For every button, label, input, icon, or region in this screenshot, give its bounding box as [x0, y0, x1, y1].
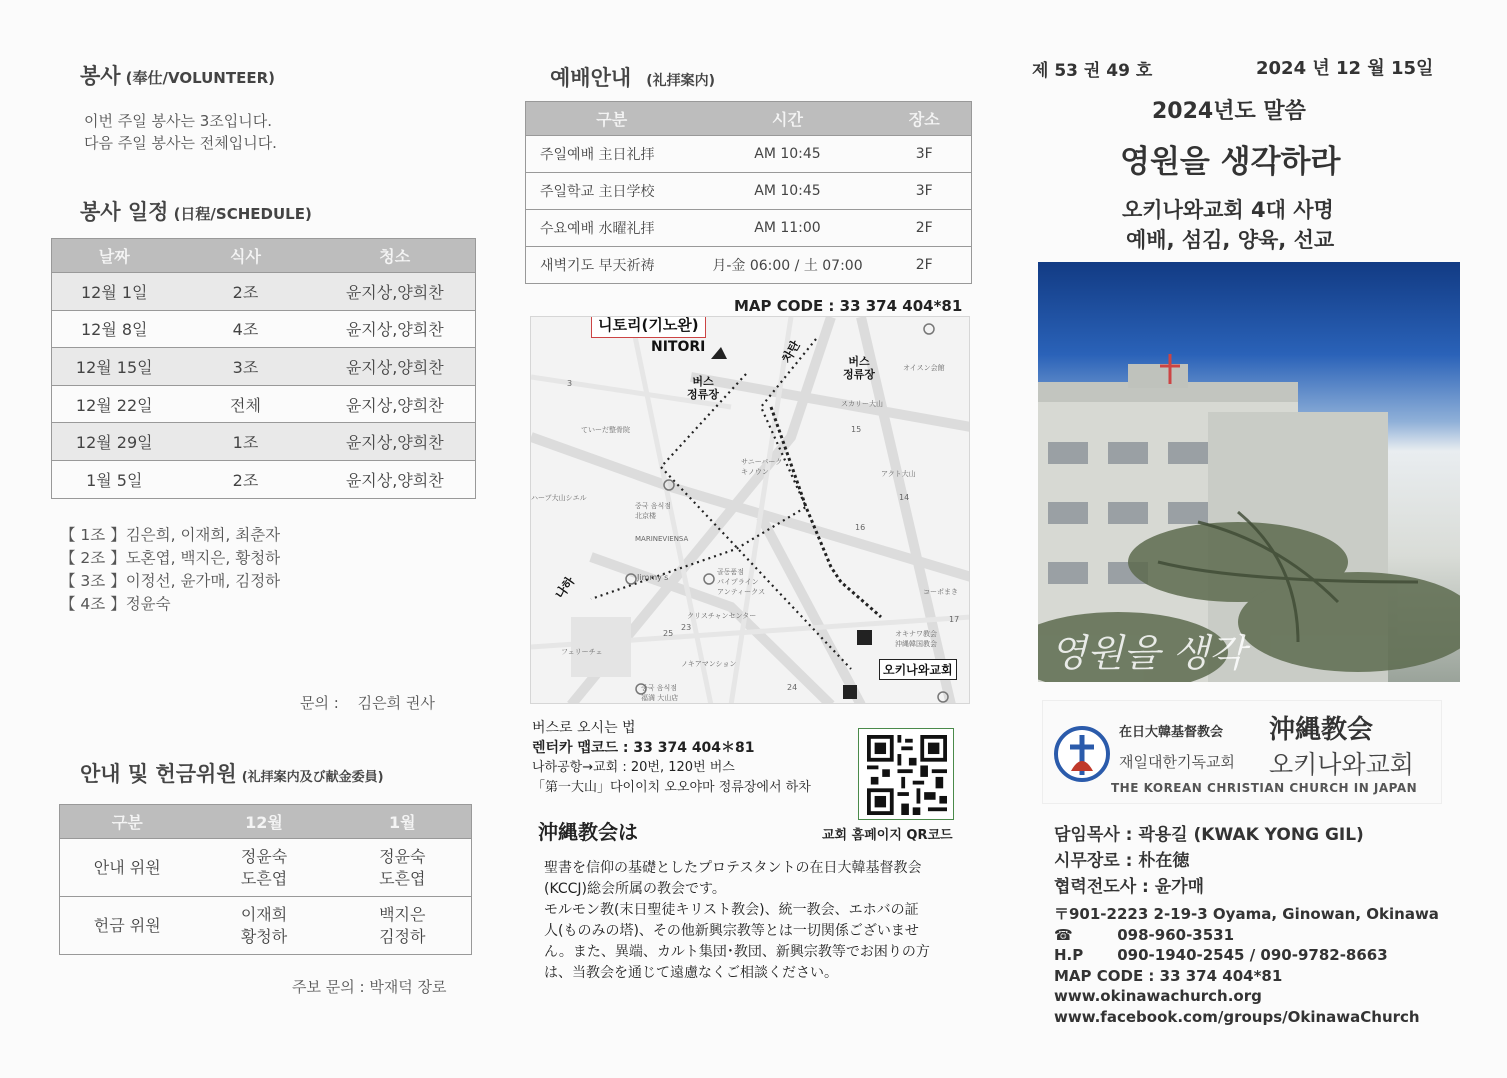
- mission-title: 오키나와교회 4대 사명: [1122, 198, 1334, 222]
- table-cell: 새벽기도 早天祈祷: [526, 247, 698, 284]
- contact-website[interactable]: www.okinawachurch.org: [1054, 987, 1262, 1005]
- about-line: は、当教会を通じて遠慮なくご相談ください。: [544, 965, 838, 981]
- map-place: 중국 음식점 北京楼: [635, 502, 672, 520]
- schedule-header-clean: 청소: [315, 239, 476, 273]
- worship-header-type: 구분: [526, 102, 698, 136]
- nitori-label: [591, 316, 706, 338]
- table-cell: 이재희 황청하: [195, 897, 334, 955]
- map-number: 16: [855, 523, 866, 532]
- table-cell: 12월 29일: [52, 423, 177, 461]
- table-cell: 수요예배 水曜礼拝: [526, 210, 698, 247]
- table-cell: 3조: [177, 348, 315, 386]
- table-cell: 1조: [177, 423, 315, 461]
- qr-code-icon: [865, 735, 949, 815]
- table-cell: 윤지상,양희찬: [315, 273, 476, 311]
- table-cell: 윤지상,양희찬: [315, 460, 476, 498]
- staff-elder: 시무장로 : 朴在徳: [1054, 851, 1190, 871]
- bulletin-inquiry: 주보 문의 : 박재덕 장로: [292, 978, 447, 996]
- volunteer-section: [80, 60, 275, 90]
- guide-title: 안내 및 헌금위원: [80, 762, 237, 786]
- guide-heading: [80, 758, 384, 788]
- table-row: [526, 210, 972, 247]
- map-place: コーポまき: [923, 588, 958, 596]
- inquiry-name: 김은희 권사: [357, 694, 435, 712]
- about-line: 人(ものみの塔)、その他新興宗教等とは一切関係ございませ: [544, 923, 919, 939]
- map-place: クリスチャンセンター: [687, 612, 757, 620]
- table-cell: AM 10:45: [698, 173, 878, 210]
- map-place: MARINEVIENSA: [635, 535, 689, 543]
- schedule-table: [51, 238, 476, 499]
- about-title: 沖縄教会は: [538, 820, 638, 844]
- map-place: オキナワ教会 沖縄韓国教会: [895, 630, 937, 648]
- table-cell: AM 11:00: [698, 210, 878, 247]
- map-place: ノキアマンション: [681, 660, 737, 668]
- church-photo: [1038, 262, 1460, 682]
- group-list: [60, 524, 280, 616]
- issue-date: 2024 년 12 월 15일: [1256, 58, 1434, 79]
- table-cell: 백지은 김정하: [334, 897, 472, 955]
- table-cell: 2F: [878, 210, 972, 247]
- table-row: [526, 173, 972, 210]
- bus-stop-label: 버스 정류장: [687, 375, 719, 401]
- guide-header-dec: 12월: [195, 805, 334, 839]
- inquiry: [300, 692, 435, 713]
- map-place: アクト大山: [881, 470, 916, 478]
- table-row: [526, 247, 972, 284]
- table-cell: 12월 15일: [52, 348, 177, 386]
- staff-evangelist: 협력전도사 : 윤가매: [1054, 877, 1205, 897]
- about-text: [544, 858, 930, 984]
- map-place: サニーパーク キノウン: [741, 458, 783, 476]
- contact-block: [1054, 904, 1439, 1027]
- staff-list: [1054, 822, 1364, 900]
- contact-hp-label: H.P: [1054, 946, 1084, 964]
- schedule-title: 봉사 일정: [80, 200, 169, 224]
- guide-header-row: [60, 805, 472, 839]
- worship-header-row: [526, 102, 972, 136]
- guide-title-sub: (礼拝案内及び献金委員): [241, 770, 384, 785]
- missions: 예배, 섬김, 양육, 선교: [1126, 228, 1335, 252]
- contact-hp[interactable]: 090-1940-2545 / 090-9782-8663: [1117, 946, 1388, 964]
- guide-table: [59, 804, 472, 955]
- table-cell: 2조: [177, 460, 315, 498]
- table-row: [52, 310, 476, 348]
- motto: 영원을 생각하라: [1120, 144, 1341, 180]
- schedule-header-row: [52, 239, 476, 273]
- volunteer-title-sub: (奉仕/VOLUNTEER): [125, 69, 275, 87]
- guide-header-jan: 1월: [334, 805, 472, 839]
- schedule-header-meal: 식사: [177, 239, 315, 273]
- directions-stop: 「第一大山」다이이치 오오야마 정류장에서 하차: [532, 780, 811, 795]
- phone-icon: ☎: [1054, 925, 1073, 944]
- worship-header-place: 장소: [878, 102, 972, 136]
- contact-facebook[interactable]: www.facebook.com/groups/OkinawaChurch: [1054, 1007, 1420, 1026]
- logo-church-kr: 오키나와교회: [1269, 750, 1414, 779]
- map-place: ハーブ大山シエル: [531, 494, 587, 502]
- logo-kccj-jp: 在日大韓基督教会: [1119, 725, 1224, 740]
- logo-church-jp: 沖縄教会: [1269, 715, 1374, 745]
- map-place: スカリー大山: [841, 400, 883, 408]
- table-cell: 윤지상,양희찬: [315, 423, 476, 461]
- church-emblem-icon: [1053, 721, 1111, 783]
- about-line: 聖書を信仰の基礎としたプロテスタントの在日大韓基督教会: [544, 860, 922, 876]
- table-row: [52, 460, 476, 498]
- chatan-label: 차탄: [779, 338, 803, 366]
- schedule-title-sub: (日程/SCHEDULE): [173, 205, 312, 223]
- directions-rentacar: 렌터카 맵코드 : 33 374 404＊81: [532, 740, 755, 756]
- worship-table: [525, 101, 972, 284]
- group-item: 【 3조 】이정선, 윤가매, 김정하: [60, 572, 281, 590]
- staff-pastor: 담임목사 : 곽용길 (KWAK YONG GIL): [1054, 825, 1364, 845]
- contact-map-code: MAP CODE : 33 374 404*81: [1054, 966, 1283, 985]
- table-cell: 윤지상,양희찬: [315, 385, 476, 423]
- map-number: 25: [663, 629, 674, 638]
- schedule-header-date: 날짜: [52, 239, 177, 273]
- table-cell: 2F: [878, 247, 972, 284]
- about-line: ん。また、異端、カルト集団･教団、新興宗教等でお困りの方: [544, 944, 930, 960]
- map-number: 24: [787, 683, 798, 692]
- volume-number: 제 53 권 49 호: [1032, 61, 1153, 81]
- directions-title: 버스로 오시는 법: [532, 720, 636, 736]
- group-item: 【 2조 】도혼엽, 백지은, 황청하: [60, 549, 281, 567]
- table-cell: 1월 5일: [52, 460, 177, 498]
- table-cell: 3F: [878, 136, 972, 173]
- table-cell: 4조: [177, 310, 315, 348]
- table-cell: 윤지상,양희찬: [315, 348, 476, 386]
- church-logo-block: [1042, 700, 1442, 804]
- map-place: 중국 음식점 福満 大山店: [641, 684, 679, 702]
- map-code-label: MAP CODE : 33 374 404*81: [734, 297, 963, 315]
- contact-address: 〒901-2223 2-19-3 Oyama, Ginowan, Okinawa: [1054, 905, 1439, 923]
- church-building-graphic: [1038, 262, 1460, 682]
- nitori-en: NITORI: [651, 339, 706, 355]
- contact-hp-row: [1054, 945, 1439, 966]
- table-cell: 정윤숙 도흔엽: [195, 839, 334, 897]
- map-place: オイスン会館: [903, 364, 945, 372]
- map-number: 3: [567, 379, 573, 388]
- map-place: Jimmy's: [637, 573, 669, 582]
- table-cell: 12월 1일: [52, 273, 177, 311]
- map-number: 15: [851, 425, 862, 434]
- table-cell: 헌금 위원: [60, 897, 195, 955]
- photo-overlay-text: 영원을 생각: [1050, 631, 1246, 675]
- directions-map: [530, 316, 970, 704]
- table-row: [60, 897, 472, 955]
- table-cell: 윤지상,양희찬: [315, 310, 476, 348]
- table-cell: 3F: [878, 173, 972, 210]
- table-cell: 12월 8일: [52, 310, 177, 348]
- map-number: 14: [899, 493, 910, 502]
- nitori-kr: 니토리(기노완): [598, 316, 699, 334]
- inquiry-label: 문의 :: [300, 694, 339, 712]
- bus-stop-label: 버스 정류장: [843, 355, 875, 381]
- table-row: [526, 136, 972, 173]
- worship-heading: [550, 62, 715, 92]
- naha-label: 나하: [552, 574, 578, 602]
- guide-header-type: 구분: [60, 805, 195, 839]
- map-number: 17: [949, 615, 960, 624]
- about-line: (KCCJ)総会所属の教会です。: [544, 881, 726, 897]
- worship-title: 예배안내: [550, 66, 632, 90]
- table-row: [52, 348, 476, 386]
- table-cell: 안내 위원: [60, 839, 195, 897]
- contact-tel[interactable]: 098-960-3531: [1117, 925, 1235, 944]
- logo-english: THE KOREAN CHRISTIAN CHURCH IN JAPAN: [1111, 781, 1418, 795]
- year-word: 2024년도 말씀: [1152, 99, 1306, 124]
- logo-kccj-kr: 재일대한기독교회: [1119, 753, 1235, 771]
- table-cell: AM 10:45: [698, 136, 878, 173]
- directions-bus: 나하공항→교회 : 20번, 120번 버스: [532, 760, 735, 775]
- worship-title-sub: (礼拝案内): [646, 73, 716, 89]
- table-row: [60, 839, 472, 897]
- table-cell: 月-金 06:00 / 土 07:00: [698, 247, 878, 284]
- church-map-label: 오키나와교회: [879, 659, 957, 680]
- contact-tel-row: [1054, 925, 1439, 946]
- group-item: 【 1조 】김은희, 이재희, 최춘자: [60, 526, 281, 544]
- about-line: モルモン教(末日聖徒キリスト教会)、統一教会、エホバの証: [544, 902, 919, 918]
- table-cell: 주일예배 主日礼拝: [526, 136, 698, 173]
- table-cell: 전체: [177, 385, 315, 423]
- volunteer-line: 다음 주일 봉사는 전체입니다.: [84, 134, 277, 152]
- map-place: ていーだ整骨院: [581, 426, 630, 434]
- map-number: 23: [681, 623, 692, 632]
- volunteer-line: 이번 주일 봉사는 3조입니다.: [84, 112, 273, 130]
- group-item: 【 4조 】정윤숙: [60, 595, 171, 613]
- volunteer-lines: [84, 110, 277, 154]
- table-row: [52, 385, 476, 423]
- map-place: フェリーチェ: [561, 648, 603, 656]
- table-cell: 주일학교 主日学校: [526, 173, 698, 210]
- schedule-heading: [80, 196, 312, 226]
- table-cell: 2조: [177, 273, 315, 311]
- table-cell: 정윤숙 도흔엽: [334, 839, 472, 897]
- directions-block: [532, 718, 811, 798]
- worship-header-time: 시간: [698, 102, 878, 136]
- qr-code[interactable]: [858, 728, 954, 820]
- map-place: 골동품점 パイプライン アンティークス: [717, 568, 766, 596]
- volunteer-title: 봉사: [80, 64, 121, 88]
- qr-label: 교회 홈페이지 QR코드: [822, 828, 953, 843]
- table-row: [52, 273, 476, 311]
- table-cell: 12월 22일: [52, 385, 177, 423]
- table-row: [52, 423, 476, 461]
